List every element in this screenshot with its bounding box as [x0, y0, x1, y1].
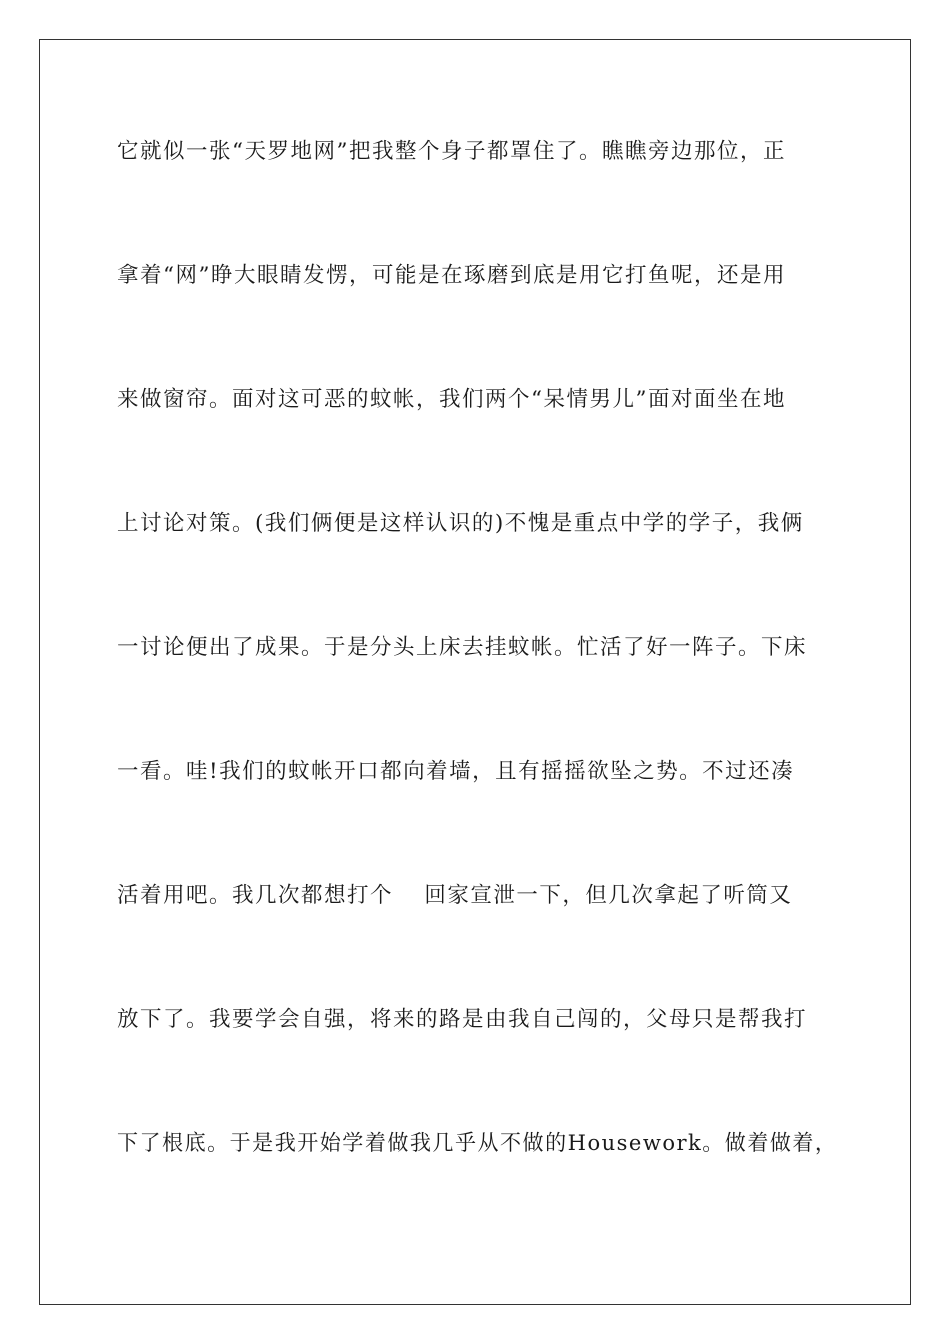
text-line-1: 它就似一张“天罗地网”把我整个身子都罩住了。瞧瞧旁边那位，正 — [117, 139, 786, 164]
text-line-3: 来做窗帘。面对这可恶的蚊帐，我们两个“呆情男儿”面对面坐在地 — [117, 387, 786, 412]
document-body — [117, 136, 837, 1252]
text-line-2: 拿着“网”睁大眼睛发愣，可能是在琢磨到底是用它打鱼呢，还是用 — [117, 263, 786, 288]
text-line-5: 一讨论便出了成果。于是分头上床去挂蚊帐。忙活了好一阵子。下床 — [117, 635, 808, 660]
text-line-8: 放下了。我要学会自强，将来的路是由我自己闯的，父母只是帮我打 — [117, 1007, 808, 1032]
text-line-7: 活着用吧。我几次都想打个 回家宣泄一下，但几次拿起了听筒又 — [117, 883, 793, 908]
text-line-4: 上讨论对策。(我们俩便是这样认识的)不愧是重点中学的学子，我俩 — [117, 511, 804, 536]
text-line-6: 一看。哇!我们的蚊帐开口都向着墙，且有摇摇欲坠之势。不过还凑 — [117, 759, 795, 784]
text-line-9: 下了根底。于是我开始学着做我几乎从不做的Housework。做着做着， — [117, 1131, 838, 1156]
